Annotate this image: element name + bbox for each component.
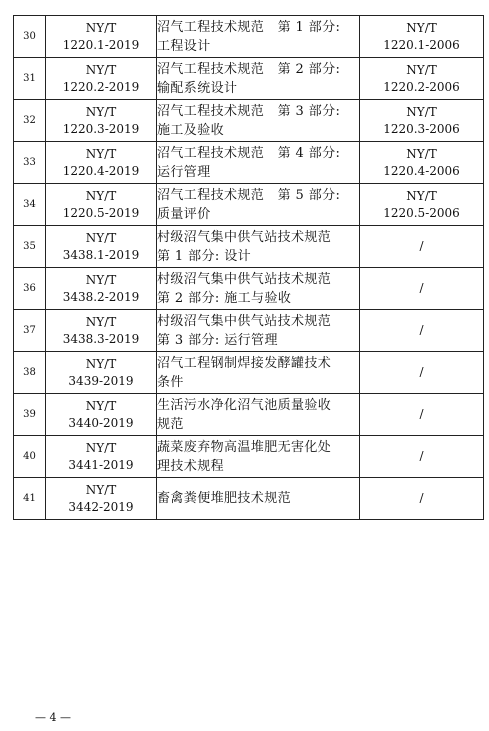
replaced-standard-cell — [360, 100, 484, 142]
standard-name-cell — [157, 58, 360, 100]
standard-name-cell-line: 沼气工程技术规范 第 4 部分: — [157, 145, 341, 161]
replaced-standard-cell — [360, 310, 484, 352]
standard-name-cell-line: 村级沼气集中供气站技术规范 — [157, 229, 332, 245]
replaced-standard-cell-line: / — [419, 239, 424, 253]
standard-name-cell — [157, 478, 360, 520]
replaced-standard-cell-line: / — [419, 491, 424, 505]
standard-code-cell-line: 3441-2019 — [68, 457, 134, 472]
replaced-standard-cell — [360, 142, 484, 184]
standard-code-cell-line: NY/T — [85, 146, 117, 161]
standard-name-cell-line: 施工及验收 — [157, 122, 225, 138]
replaced-standard-cell-line: NY/T — [406, 104, 437, 119]
row-number-cell: 36 — [14, 268, 46, 310]
replaced-standard-cell-line: 1220.1-2006 — [383, 37, 460, 52]
standard-code-cell — [46, 226, 157, 268]
replaced-standard-cell-line: / — [419, 449, 424, 463]
standard-name-cell — [157, 226, 360, 268]
standard-code-cell — [46, 100, 157, 142]
standard-name-cell-line: 畜禽粪便堆肥技术规范 — [157, 491, 292, 506]
standard-name-cell — [157, 142, 360, 184]
standard-code-cell-line: NY/T — [85, 188, 117, 203]
standard-code-cell-line: 3442-2019 — [68, 499, 134, 514]
table-row — [14, 58, 484, 100]
standard-code-cell-line: 3439-2019 — [68, 373, 134, 388]
replaced-standard-cell — [360, 184, 484, 226]
standard-name-cell-line: 输配系统设计 — [157, 80, 238, 96]
standard-code-cell-line: NY/T — [85, 104, 117, 119]
replaced-standard-cell-line: NY/T — [406, 188, 437, 203]
standard-name-cell — [157, 310, 360, 352]
table-row — [14, 184, 484, 226]
standard-code-cell-line: 1220.4-2019 — [62, 163, 140, 178]
table-row — [14, 268, 484, 310]
replaced-standard-cell — [360, 58, 484, 100]
standard-code-cell-line: 3438.1-2019 — [62, 247, 140, 262]
standard-name-cell-line: 沼气工程技术规范 第 5 部分: — [157, 187, 341, 203]
replaced-standard-cell — [360, 226, 484, 268]
standard-code-cell-line: 1220.3-2019 — [62, 121, 140, 136]
standard-name-cell-line: 村级沼气集中供气站技术规范 — [157, 271, 332, 287]
standard-name-cell — [157, 394, 360, 436]
replaced-standard-cell — [360, 478, 484, 520]
table-row — [14, 478, 484, 520]
standard-name-cell-line: 规范 — [157, 416, 184, 432]
table-row — [14, 142, 484, 184]
standard-name-cell-line: 条件 — [157, 374, 184, 390]
standard-name-cell-line: 沼气工程技术规范 第 3 部分: — [157, 103, 341, 119]
table-row — [14, 394, 484, 436]
replaced-standard-cell-line: NY/T — [406, 146, 437, 161]
standard-code-cell-line: NY/T — [85, 482, 117, 497]
replaced-standard-cell-line: 1220.2-2006 — [383, 79, 460, 94]
replaced-standard-cell-line: / — [419, 407, 424, 421]
replaced-standard-cell-line: 1220.4-2006 — [383, 163, 460, 178]
standard-code-cell — [46, 352, 157, 394]
standard-code-cell-line: NY/T — [85, 272, 117, 287]
standard-code-cell — [46, 268, 157, 310]
standard-code-cell — [46, 184, 157, 226]
standard-code-cell-line: NY/T — [85, 62, 117, 77]
standard-code-cell — [46, 58, 157, 100]
standard-code-cell — [46, 478, 157, 520]
row-number-cell: 37 — [14, 310, 46, 352]
standard-name-cell — [157, 100, 360, 142]
standard-code-cell-line: NY/T — [85, 20, 117, 35]
table-row — [14, 436, 484, 478]
row-number-cell: 32 — [14, 100, 46, 142]
replaced-standard-cell-line: / — [419, 323, 424, 337]
standard-name-cell-line: 第 3 部分: 运行管理 — [157, 332, 278, 348]
standard-name-cell-line: 沼气工程技术规范 第 2 部分: — [157, 61, 341, 77]
page-number: — 4 — — [35, 711, 71, 724]
standard-code-cell-line: 3440-2019 — [68, 415, 134, 430]
row-number-cell: 38 — [14, 352, 46, 394]
replaced-standard-cell-line: NY/T — [406, 62, 437, 77]
standard-name-cell-line: 沼气工程钢制焊接发酵罐技术 — [157, 355, 332, 371]
replaced-standard-cell-line: 1220.3-2006 — [383, 121, 460, 136]
table-row — [14, 16, 484, 58]
standard-name-cell — [157, 16, 360, 58]
standard-name-cell — [157, 184, 360, 226]
table-row — [14, 352, 484, 394]
standard-code-cell — [46, 142, 157, 184]
standard-name-cell — [157, 352, 360, 394]
table-row — [14, 310, 484, 352]
standard-name-cell — [157, 436, 360, 478]
standard-code-cell — [46, 310, 157, 352]
standard-name-cell-line: 工程设计 — [157, 38, 211, 54]
standard-name-cell-line: 理技术规程 — [157, 458, 225, 474]
standard-name-cell-line: 蔬菜废弃物高温堆肥无害化处 — [157, 439, 332, 455]
standard-code-cell — [46, 436, 157, 478]
row-number-cell: 39 — [14, 394, 46, 436]
standard-name-cell — [157, 268, 360, 310]
replaced-standard-cell — [360, 436, 484, 478]
standard-name-cell-line: 运行管理 — [157, 164, 211, 180]
table-row — [14, 226, 484, 268]
standard-code-cell-line: 1220.2-2019 — [62, 79, 140, 94]
standard-code-cell — [46, 394, 157, 436]
standard-name-cell-line: 村级沼气集中供气站技术规范 — [157, 313, 332, 329]
standard-name-cell-line: 沼气工程技术规范 第 1 部分: — [157, 19, 341, 35]
standard-code-cell-line: NY/T — [85, 314, 117, 329]
standard-code-cell-line: 3438.3-2019 — [62, 331, 140, 346]
row-number-cell: 35 — [14, 226, 46, 268]
row-number-cell: 31 — [14, 58, 46, 100]
row-number-cell: 33 — [14, 142, 46, 184]
replaced-standard-cell-line: / — [419, 281, 424, 295]
row-number-cell: 34 — [14, 184, 46, 226]
standard-code-cell-line: 3438.2-2019 — [62, 289, 140, 304]
replaced-standard-cell-line: NY/T — [406, 20, 437, 35]
standards-table-body — [14, 16, 484, 520]
standard-code-cell-line: NY/T — [85, 398, 117, 413]
replaced-standard-cell — [360, 352, 484, 394]
standard-code-cell-line: NY/T — [85, 440, 117, 455]
standard-name-cell-line: 生活污水净化沼气池质量验收 — [157, 397, 332, 413]
standard-code-cell — [46, 16, 157, 58]
replaced-standard-cell-line: 1220.5-2006 — [383, 205, 460, 220]
standard-code-cell-line: NY/T — [85, 230, 117, 245]
standard-code-cell-line: 1220.1-2019 — [62, 37, 140, 52]
row-number-cell: 30 — [14, 16, 46, 58]
replaced-standard-cell-line: / — [419, 365, 424, 379]
replaced-standard-cell — [360, 268, 484, 310]
standard-name-cell-line: 第 1 部分: 设计 — [157, 248, 252, 264]
standard-name-cell-line: 第 2 部分: 施工与验收 — [157, 290, 292, 306]
standard-code-cell-line: NY/T — [85, 356, 117, 371]
row-number-cell: 41 — [14, 478, 46, 520]
standard-code-cell-line: 1220.5-2019 — [62, 205, 140, 220]
table-row — [14, 100, 484, 142]
standard-name-cell-line: 质量评价 — [157, 206, 211, 222]
replaced-standard-cell — [360, 394, 484, 436]
row-number-cell: 40 — [14, 436, 46, 478]
standards-table — [13, 15, 484, 520]
replaced-standard-cell — [360, 16, 484, 58]
